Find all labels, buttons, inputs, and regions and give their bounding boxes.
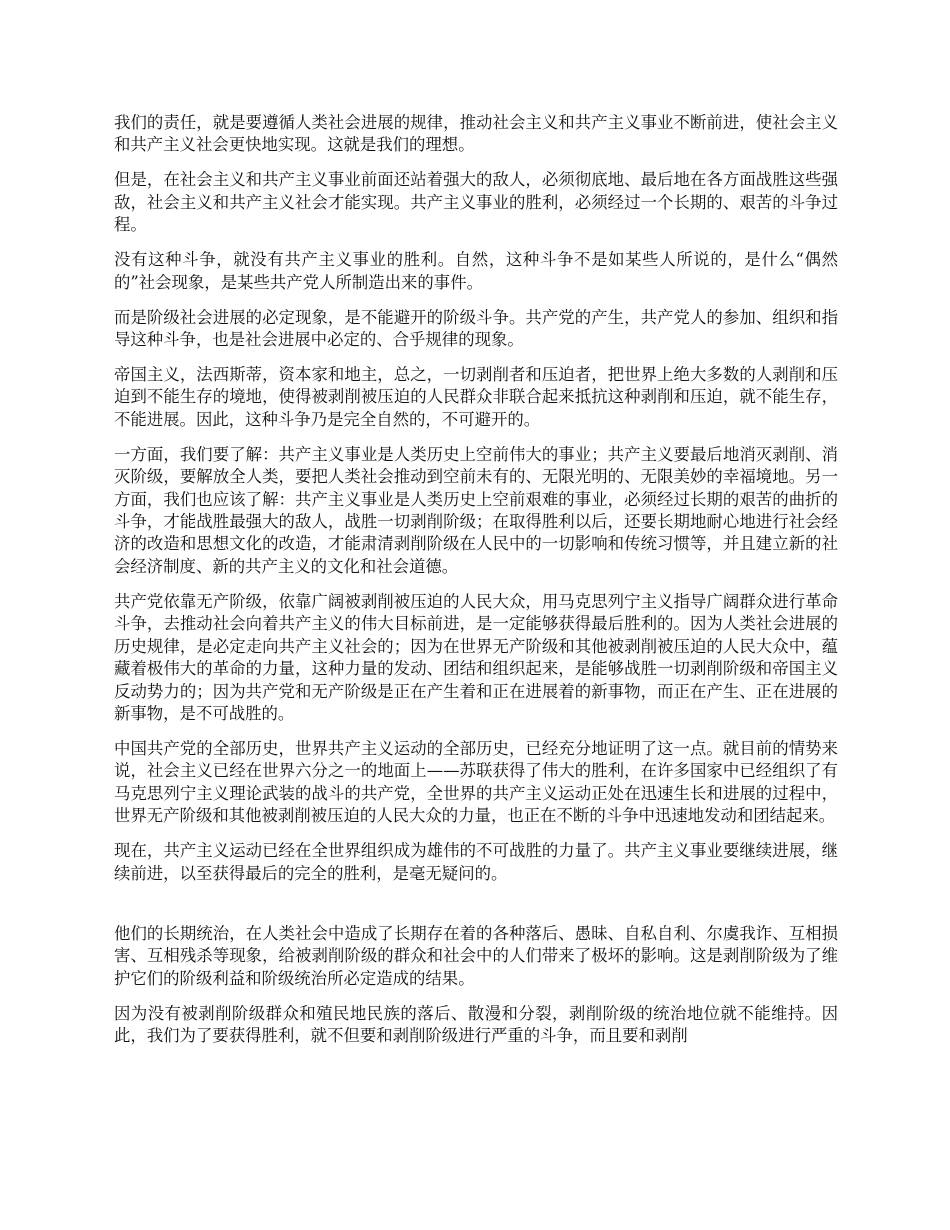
- paragraph-4: 而是阶级社会进展的必定现象，是不能避开的阶级斗争。共产党的产生，共产党人的参加、组织和指导这种斗争，也是社会进展中必定的、合乎规律的现象。: [114, 307, 838, 350]
- paragraph-6: 一方面，我们要了解：共产主义事业是人类历史上空前伟大的事业；共产主义要最后地消灭剥削、消灭阶级，要解放全人类，要把人类社会推动到空前未有的、无限光明的、无限美妙的幸福境地。另一方面，我们也应该了解：共产主义事业是人类历史上空前艰难的事业，必须经过长期的艰苦的曲折的斗争，才能战胜最强大的敌人，战胜一切剥削阶级；在取得胜利以后，还要长期地耐心地进行社会经济的改造和思想文化的改造，才能肃清剥削阶级在人民中的一切影响和传统习惯等，并且建立新的社会经济制度、新的共产主义的文化和社会道德。: [114, 444, 838, 576]
- paragraph-8: 中国共产党的全部历史，世界共产主义运动的全部历史，已经充分地证明了这一点。就目前的情势来说，社会主义已经在世界六分之一的地面上——苏联获得了伟大的胜利，在许多国家中已经组织了有马克思列宁主义理论武装的战斗的共产党，全世界的共产主义运动正处在迅速生长和进展的过程中，世界无产阶级和其他被剥削被压迫的人民大众的力量，也正在不断的斗争中迅速地发动和团结起来。: [114, 738, 838, 826]
- paragraph-5: 帝国主义，法西斯蒂，资本家和地主，总之，一切剥削者和压迫者，把世界上绝大多数的人剥削和压迫到不能生存的境地，使得被剥削被压迫的人民群众非联合起来抵抗这种剥削和压迫，就不能生存，不能进展。因此，这种斗争乃是完全自然的，不可避开的。: [114, 365, 838, 429]
- document-page: [114, 112, 838, 1060]
- paragraph-2: 但是，在社会主义和共产主义事业前面还站着强大的敌人，必须彻底地、最后地在各方面战胜这些强敌，社会主义和共产主义社会才能实现。共产主义事业的胜利，必须经过一个长期的、艰苦的斗争过程。: [114, 170, 838, 235]
- paragraph-1: 我们的责任，就是要遵循人类社会进展的规律，推动社会主义和共产主义事业不断前进，使社会主义和共产主义社会更快地实现。这就是我们的理想。: [114, 113, 838, 155]
- paragraph-10: 他们的长期统治，在人类社会中造成了长期存在着的各种落后、愚昧、自私自利、尔虞我诈、互相损害、互相残杀等现象，给被剥削阶级的群众和社会中的人们带来了极坏的影响。这是剥削阶级为了维护它们的阶级利益和阶级统治所必定造成的结果。: [114, 923, 838, 988]
- paragraph-11: 因为没有被剥削阶级群众和殖民地民族的落后、散漫和分裂，剥削阶级的统治地位就不能维持。因此，我们为了要获得胜利，就不但要和剥削阶级进行严重的斗争，而且要和剥削: [114, 1003, 838, 1046]
- paragraph-3: 没有这种斗争，就没有共产主义事业的胜利。自然，这种斗争不是如某些人所说的，是什么“偶然的”社会现象，是某些共产党人所制造出来的事件。: [114, 250, 838, 292]
- paragraph-9: 现在，共产主义运动已经在全世界组织成为雄伟的不可战胜的力量了。共产主义事业要继续进展，继续前进，以至获得最后的完全的胜利，是毫无疑问的。: [114, 841, 838, 883]
- paragraph-7: 共产党依靠无产阶级，依靠广阔被剥削被压迫的人民大众，用马克思列宁主义指导广阔群众进行革命斗争，去推动社会向着共产主义的伟大目标前进，是一定能够获得最后胜利的。因为人类社会进展的历史规律，是必定走向共产主义社会的；因为在世界无产阶级和其他被剥削被压迫的人民大众中，蕴藏着极伟大的革命的力量，这种力量的发动、团结和组织起来，是能够战胜一切剥削阶级和帝国主义反动势力的；因为共产党和无产阶级是正在产生着和正在进展着的新事物，而正在产生、正在进展的新事物，是不可战胜的。: [114, 591, 838, 723]
